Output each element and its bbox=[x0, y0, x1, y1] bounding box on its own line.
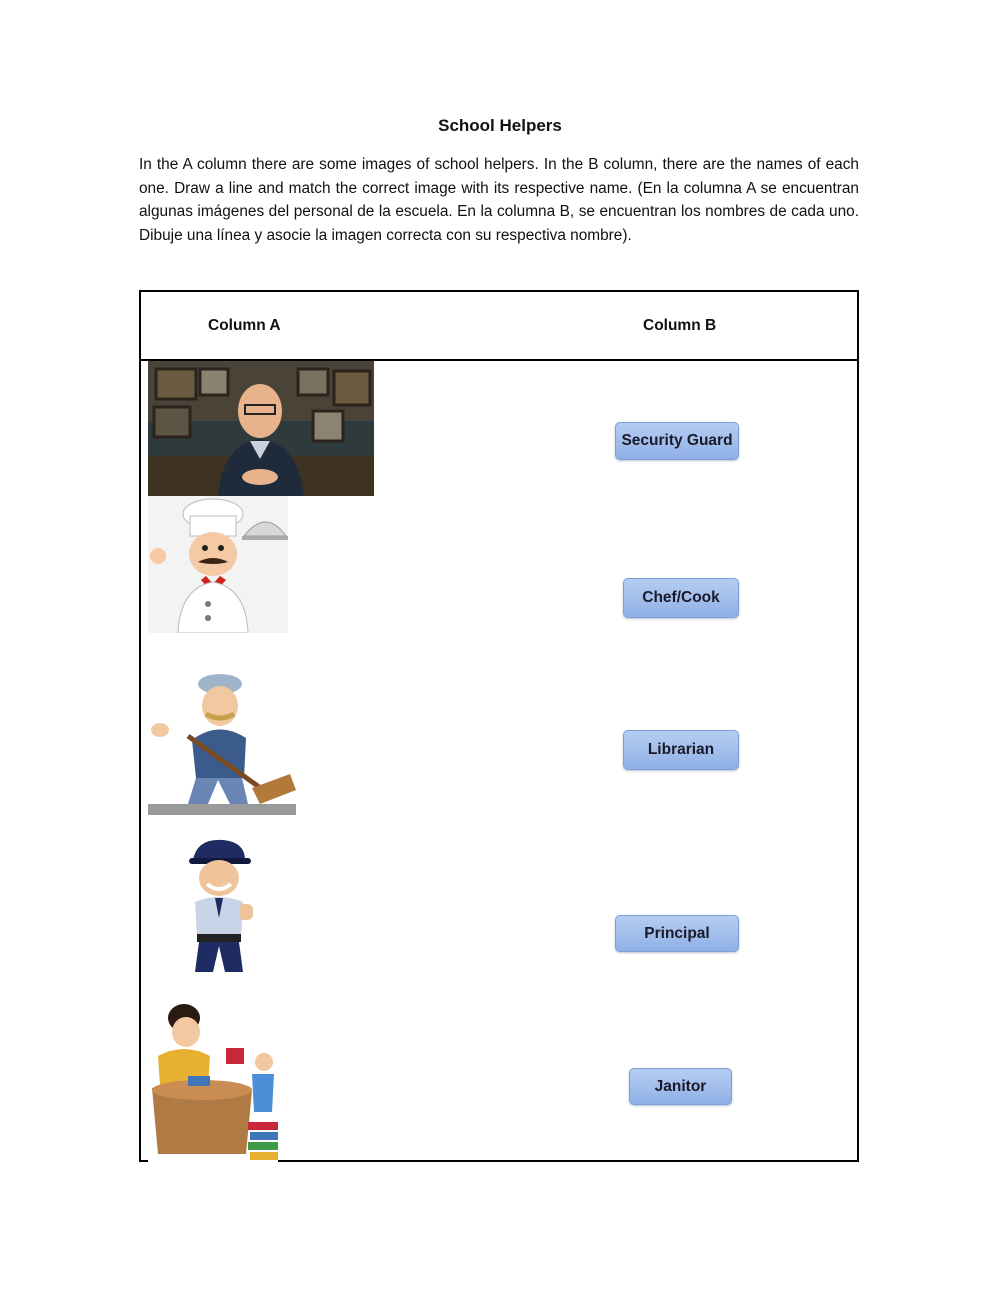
librarian-image bbox=[148, 1004, 278, 1162]
column-a-header: Column A bbox=[208, 317, 281, 334]
janitor-image bbox=[148, 670, 296, 815]
matching-table bbox=[139, 290, 859, 1162]
security-guard-image bbox=[179, 838, 269, 978]
name-box-janitor[interactable]: Janitor bbox=[629, 1068, 732, 1105]
page-title: School Helpers bbox=[438, 116, 562, 135]
chef-image bbox=[148, 496, 288, 633]
table-header-row bbox=[141, 292, 857, 361]
name-box-security-guard[interactable]: Security Guard bbox=[615, 422, 739, 460]
principal-image bbox=[148, 361, 374, 496]
instructions-paragraph: In the A column there are some images of school helpers. In the B column, there are the names of each one. Draw a line and match the correct image with its respective name. (En la columna A se encuentran algunas imágenes del personal de la escuela. En la columna B, se encuentran los nombres de cada uno. Dibuje una línea y asocie la imagen correcta con su respectiva nombre). bbox=[139, 156, 859, 244]
column-b-header: Column B bbox=[643, 317, 717, 334]
name-box-principal[interactable]: Principal bbox=[615, 915, 739, 952]
name-box-librarian[interactable]: Librarian bbox=[623, 730, 739, 770]
name-box-chef-cook[interactable]: Chef/Cook bbox=[623, 578, 739, 618]
